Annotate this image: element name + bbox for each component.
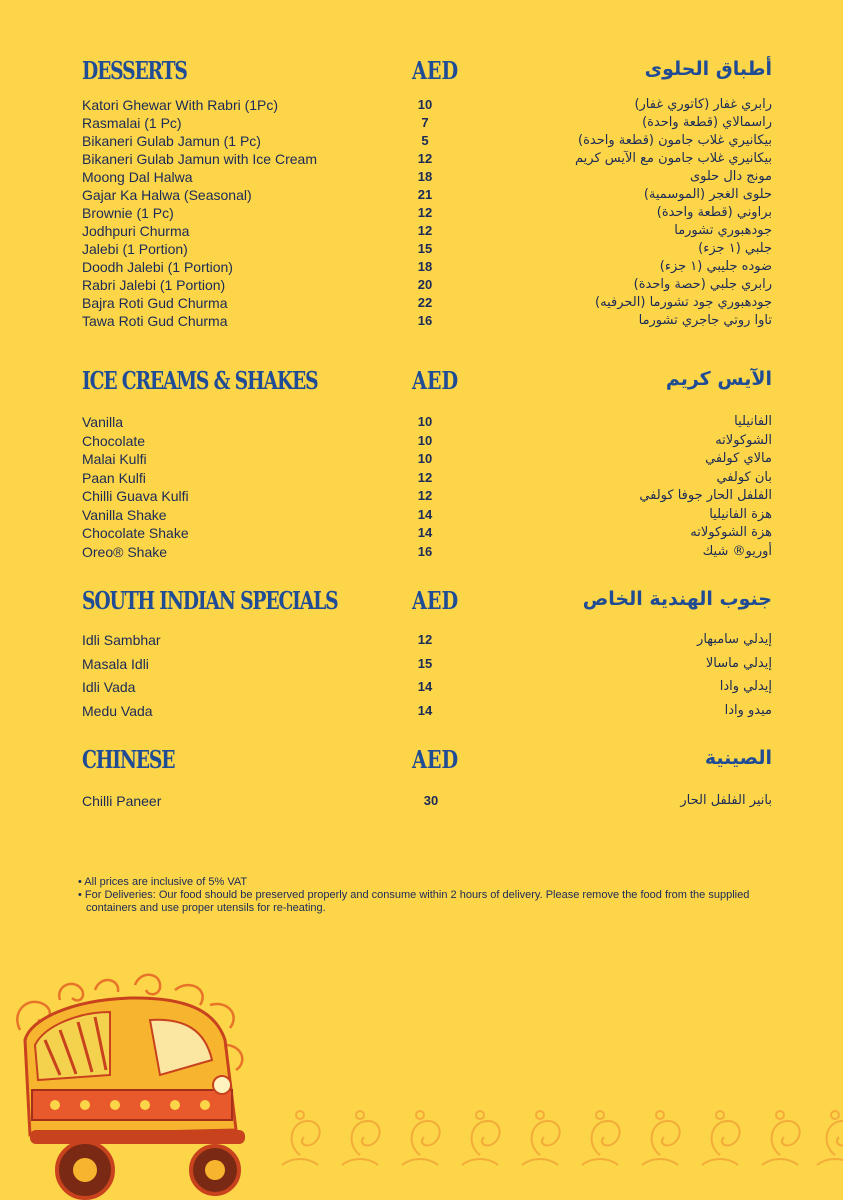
- menu-item: [82, 169, 782, 187]
- item-price: 10: [417, 97, 433, 112]
- item-name: Moong Dal Halwa: [82, 169, 193, 185]
- section-header: [82, 745, 782, 785]
- menu-item: [82, 151, 782, 169]
- item-price: 10: [417, 451, 433, 466]
- item-name: Bikaneri Gulab Jamun with Ice Cream: [82, 151, 317, 167]
- item-price: 5: [421, 133, 429, 148]
- item-price: 16: [417, 313, 433, 328]
- item-name-arabic: ميدو وادا: [724, 702, 772, 718]
- item-price: 10: [417, 414, 433, 429]
- footnotes: [78, 876, 758, 915]
- menu-item: [82, 470, 782, 489]
- item-price: 12: [417, 223, 433, 238]
- item-price: 15: [417, 655, 433, 671]
- item-price: 16: [417, 543, 433, 559]
- menu-item: [82, 703, 782, 727]
- item-name: Doodh Jalebi (1 Portion): [82, 259, 233, 275]
- menu-item: [82, 223, 782, 241]
- menu-item: [82, 205, 782, 223]
- menu-item: [82, 414, 782, 433]
- item-price: 18: [417, 169, 433, 184]
- menu-item: [82, 525, 782, 544]
- item-name-arabic: الفانيليا: [734, 414, 772, 429]
- item-price: 30: [423, 793, 439, 808]
- item-name: Vanilla: [82, 414, 123, 430]
- item-name: Tawa Roti Gud Churma: [82, 313, 228, 329]
- menu-item: [82, 793, 782, 811]
- section-header: [82, 366, 782, 406]
- item-name: Gajar Ka Halwa (Seasonal): [82, 187, 252, 203]
- menu-item: [82, 295, 782, 313]
- item-price: 14: [417, 525, 433, 540]
- item-name-arabic: حلوى الغجر (الموسمية): [643, 187, 772, 202]
- item-name-arabic: بيكانيري غلاب جامون مع الآيس كريم: [575, 151, 772, 166]
- item-name-arabic: مونج دال حلوى: [689, 169, 772, 184]
- item-name: Rasmalai (1 Pc): [82, 115, 182, 131]
- auto-rickshaw-illustration: [17, 975, 245, 1198]
- item-price: 12: [417, 151, 433, 166]
- item-name-arabic: الشوكولاته: [715, 432, 772, 448]
- currency-label: AED: [412, 745, 459, 774]
- menu-items: [82, 414, 782, 562]
- item-name: Oreo® Shake: [82, 543, 168, 560]
- item-name: Malai Kulfi: [82, 451, 147, 467]
- section-title-arabic: جنوب الهندية الخاص: [582, 588, 772, 610]
- delivery-note: • For Deliveries: Our food should be preserved properly and consume within 2 hours of delivery. Please remove the food from the supplied containers and use proper utensils for re-heating.: [78, 889, 750, 914]
- menu-item: [82, 544, 782, 563]
- item-price: 20: [417, 277, 433, 292]
- menu-item: [82, 507, 782, 526]
- menu-item: [82, 488, 782, 507]
- item-price: 7: [421, 115, 429, 130]
- menu-items: [82, 793, 782, 811]
- item-name-arabic: إيدلي وادا: [719, 679, 772, 694]
- menu-item: [82, 187, 782, 205]
- menu-item: [82, 115, 782, 133]
- menu-items: [82, 632, 782, 726]
- menu-items: [82, 97, 782, 331]
- item-price: 14: [417, 506, 433, 522]
- menu-item: [82, 241, 782, 259]
- item-price: 12: [417, 205, 433, 220]
- item-name-arabic: بانير الفلفل الحار: [680, 793, 772, 808]
- item-name-arabic: بيكانيري غلاب جامون (قطعة واحدة): [578, 133, 772, 148]
- item-name-arabic: راسمالاي (قطعة واحدة): [642, 115, 772, 130]
- menu-item: [82, 313, 782, 331]
- item-name-arabic: هزة الشوكولاته: [690, 525, 772, 540]
- item-name: Idli Sambhar: [82, 632, 161, 648]
- item-name: Katori Ghewar With Rabri (1Pc): [82, 97, 279, 113]
- menu-item: [82, 277, 782, 295]
- menu-item: [82, 632, 782, 656]
- item-name: Vanilla Shake: [82, 506, 167, 523]
- item-name-arabic: هزة الفانيليا: [709, 506, 772, 522]
- item-name: Jalebi (1 Portion): [82, 241, 188, 257]
- item-name: Chocolate Shake: [82, 525, 189, 541]
- item-name-arabic: بان كولفي: [716, 469, 772, 485]
- item-price: 12: [417, 488, 433, 503]
- item-name: Paan Kulfi: [82, 469, 146, 486]
- item-name: Chilli Guava Kulfi: [82, 488, 189, 504]
- menu-item: [82, 97, 782, 115]
- menu-item: [82, 433, 782, 452]
- item-price: 14: [417, 702, 433, 718]
- item-name-arabic: تاوا روتي جاجري تشورما: [638, 313, 772, 328]
- item-name-arabic: ضوده جليبي (١ جزء): [659, 259, 772, 274]
- menu-item: [82, 451, 782, 470]
- section-header: [82, 56, 782, 96]
- item-name-arabic: إيدلي سامبهار: [697, 632, 772, 647]
- section-header: [82, 586, 782, 626]
- item-name-arabic: أوريو® شيك: [702, 543, 772, 559]
- menu-item: [82, 259, 782, 277]
- vat-note: • All prices are inclusive of 5% VAT: [78, 876, 248, 888]
- item-price: 12: [417, 469, 433, 485]
- section-south-indian: [82, 586, 782, 726]
- section-desserts: [82, 56, 782, 331]
- section-title: CHINESE: [82, 745, 175, 774]
- section-title: ICE CREAMS & SHAKES: [82, 366, 318, 395]
- section-title-arabic: الآيس كريم: [665, 368, 772, 390]
- section-ice-creams: [82, 366, 782, 562]
- item-name-arabic: براوني (قطعة واحدة): [656, 205, 772, 220]
- section-title-arabic: الصينية: [704, 747, 772, 769]
- item-price: 18: [417, 259, 433, 274]
- item-name-arabic: رابري غفار (كاتوري غفار): [634, 97, 772, 112]
- paisley-border-icon: [282, 1111, 843, 1165]
- section-title: SOUTH INDIAN SPECIALS: [82, 586, 338, 615]
- item-price: 10: [417, 432, 433, 448]
- item-name-arabic: جودهبوري جود تشورما (الحرفيه): [595, 295, 772, 310]
- item-name: Chilli Paneer: [82, 793, 162, 809]
- currency-label: AED: [412, 586, 459, 615]
- menu-item: [82, 679, 782, 703]
- item-price: 22: [417, 295, 433, 310]
- item-name-arabic: جلبي (١ جزء): [698, 241, 772, 256]
- item-price: 15: [417, 241, 433, 256]
- item-name: Idli Vada: [82, 679, 136, 695]
- item-name-arabic: جودهبوري تشورما: [674, 223, 772, 238]
- menu-item: [82, 656, 782, 680]
- item-name: Masala Idli: [82, 655, 149, 672]
- item-name: Bikaneri Gulab Jamun (1 Pc): [82, 133, 261, 149]
- item-name-arabic: مالاي كولفي: [705, 451, 772, 466]
- item-name: Bajra Roti Gud Churma: [82, 295, 228, 311]
- item-name: Jodhpuri Churma: [82, 223, 190, 239]
- section-title: DESSERTS: [82, 56, 187, 85]
- item-name: Medu Vada: [82, 702, 153, 719]
- item-price: 14: [417, 679, 433, 694]
- currency-label: AED: [412, 56, 459, 85]
- menu-item: [82, 133, 782, 151]
- item-price: 21: [417, 187, 433, 202]
- item-name-arabic: الفلفل الحار جوفا كولفي: [639, 488, 772, 503]
- item-name: Brownie (1 Pc): [82, 205, 174, 221]
- section-title-arabic: أطباق الحلوى: [644, 58, 772, 80]
- item-name-arabic: رابري جلبي (حصة واحدة): [633, 277, 772, 292]
- item-name: Rabri Jalebi (1 Portion): [82, 277, 226, 293]
- item-price: 12: [417, 632, 433, 647]
- item-name-arabic: إيدلي ماسالا: [705, 655, 772, 671]
- section-chinese: [82, 745, 782, 811]
- currency-label: AED: [412, 366, 459, 395]
- item-name: Chocolate: [82, 432, 146, 449]
